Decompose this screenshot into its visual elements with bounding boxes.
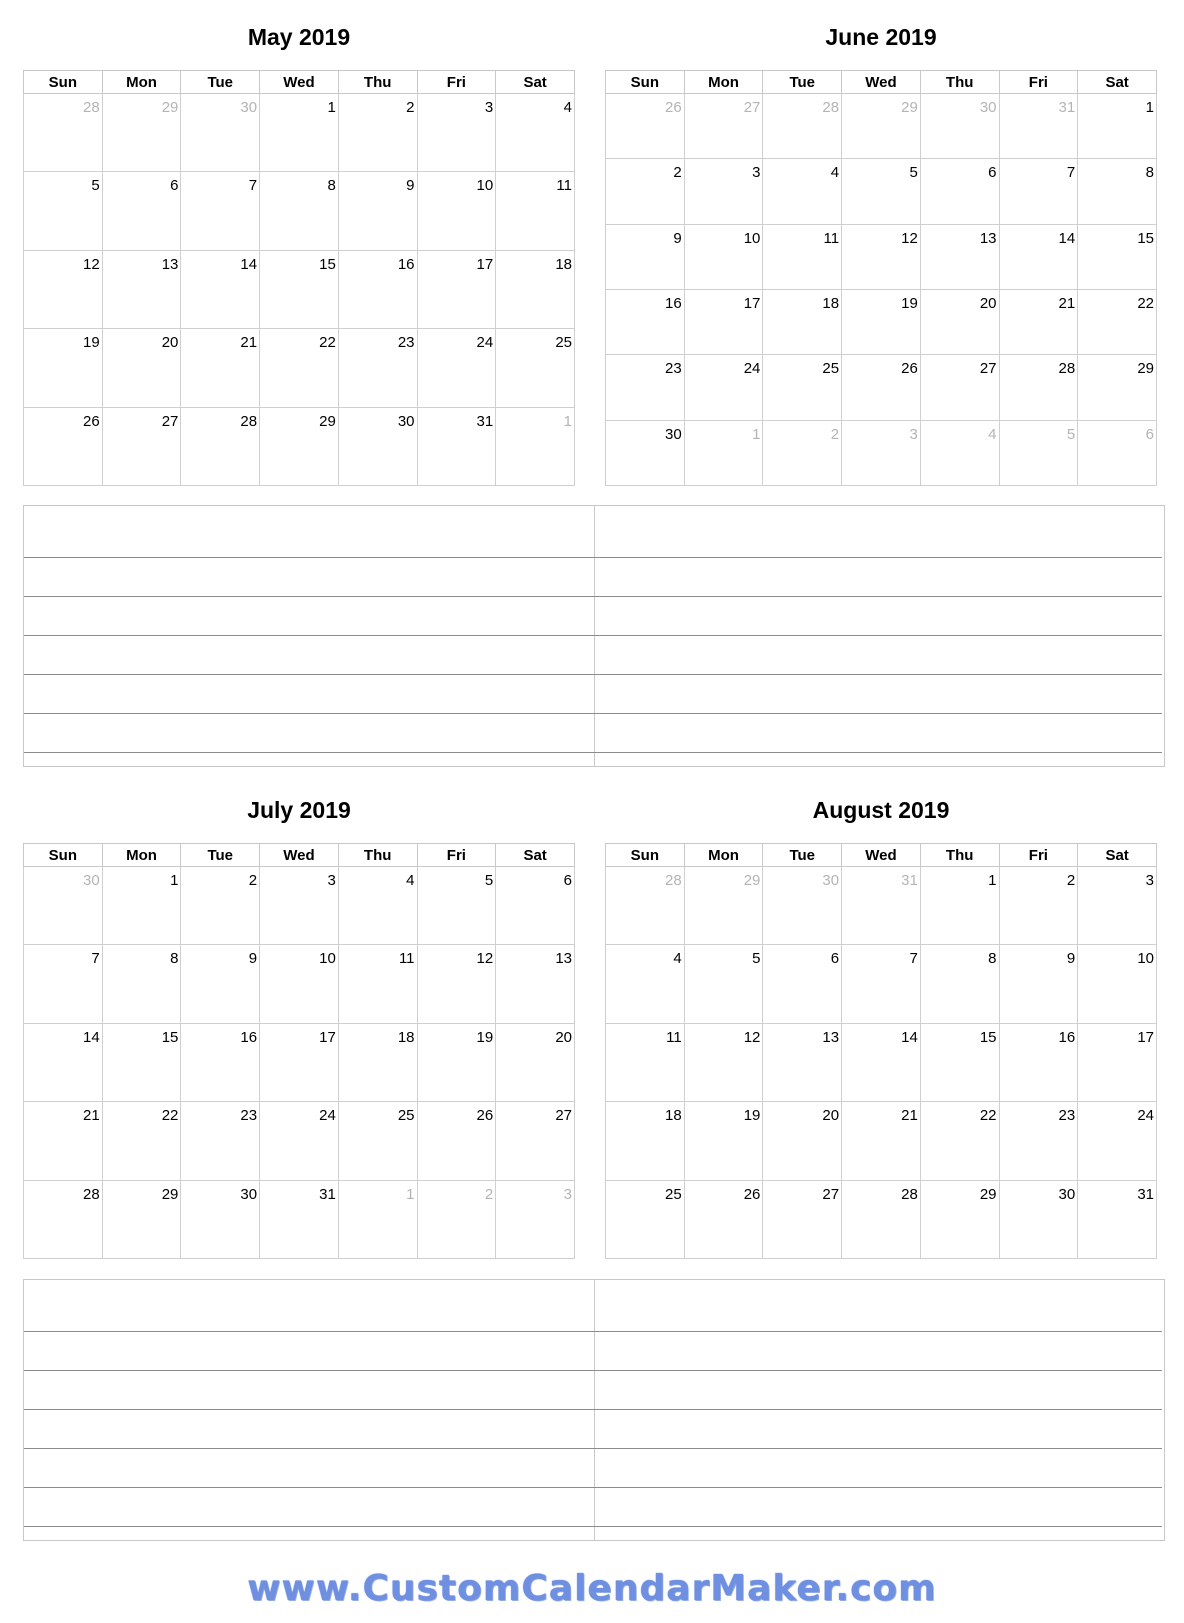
month-title: May 2019 [247,24,351,50]
day-cell: 9 [181,945,260,1023]
week-row [606,1023,1157,1101]
notes-line [24,1448,1162,1449]
weekday-header: Tue [181,71,260,94]
day-cell-outside-month: 31 [842,867,921,945]
day-cell: 21 [999,289,1078,354]
day-cell-outside-month: 3 [496,1180,575,1258]
day-cell: 23 [181,1102,260,1180]
day-cell: 4 [606,945,685,1023]
notes-area [23,505,1165,767]
calendar-grid [23,843,575,1259]
day-cell: 7 [999,159,1078,224]
weekday-header: Mon [684,71,763,94]
day-cell: 18 [606,1102,685,1180]
day-cell: 16 [181,1023,260,1101]
day-cell-outside-month: 31 [999,94,1078,159]
notes-line [24,1370,1162,1371]
day-cell: 31 [417,407,496,485]
day-cell: 22 [1078,289,1157,354]
day-cell: 11 [606,1023,685,1101]
day-cell: 16 [606,289,685,354]
day-cell: 23 [338,329,417,407]
week-row [24,1023,575,1101]
weekday-header: Mon [102,844,181,867]
website-watermark: www.CustomCalendarMaker.com [247,1568,937,1609]
day-cell-outside-month: 1 [496,407,575,485]
day-cell: 18 [496,250,575,328]
day-cell: 19 [842,289,921,354]
day-cell: 26 [842,355,921,420]
weekday-header: Thu [920,844,999,867]
weekday-header: Fri [999,71,1078,94]
day-cell-outside-month: 5 [999,420,1078,485]
week-row [24,329,575,407]
day-cell: 12 [842,224,921,289]
day-cell: 27 [763,1180,842,1258]
notes-divider [594,1280,595,1540]
day-cell: 25 [496,329,575,407]
notes-line [24,1409,1162,1410]
day-cell: 5 [684,945,763,1023]
day-cell: 24 [417,329,496,407]
day-cell-outside-month: 28 [606,867,685,945]
day-cell-outside-month: 30 [920,94,999,159]
day-cell: 7 [842,945,921,1023]
day-cell: 17 [417,250,496,328]
weekday-header: Wed [260,844,339,867]
day-cell: 6 [763,945,842,1023]
weekday-header: Sat [496,844,575,867]
week-row [606,289,1157,354]
weekday-header: Thu [920,71,999,94]
day-cell: 26 [24,407,103,485]
day-cell: 28 [842,1180,921,1258]
weekday-header: Sat [1078,844,1157,867]
day-cell: 30 [606,420,685,485]
day-cell-outside-month: 1 [338,1180,417,1258]
weekday-header: Sun [24,844,103,867]
week-row [606,94,1157,159]
day-cell: 13 [102,250,181,328]
notes-divider [594,506,595,766]
day-cell: 29 [1078,355,1157,420]
day-cell: 3 [260,867,339,945]
day-cell: 5 [24,172,103,250]
day-cell: 17 [1078,1023,1157,1101]
calendar-grid [605,70,1157,486]
week-row [24,407,575,485]
weekday-header: Wed [842,844,921,867]
day-cell-outside-month: 2 [763,420,842,485]
day-cell: 21 [842,1102,921,1180]
week-row [606,867,1157,945]
day-cell: 12 [417,945,496,1023]
day-cell: 7 [181,172,260,250]
day-cell-outside-month: 30 [24,867,103,945]
day-cell-outside-month: 30 [763,867,842,945]
day-cell: 14 [842,1023,921,1101]
notes-line [24,1331,1162,1332]
day-cell: 4 [338,867,417,945]
day-cell: 24 [260,1102,339,1180]
day-cell: 28 [24,1180,103,1258]
day-cell: 4 [496,94,575,172]
day-cell: 11 [763,224,842,289]
weekday-header: Sun [606,844,685,867]
week-row [24,1180,575,1258]
day-cell: 4 [763,159,842,224]
day-cell: 31 [1078,1180,1157,1258]
day-cell: 19 [24,329,103,407]
day-cell: 8 [1078,159,1157,224]
day-cell: 2 [181,867,260,945]
day-cell: 13 [496,945,575,1023]
day-cell-outside-month: 28 [763,94,842,159]
day-cell: 3 [417,94,496,172]
weekday-header: Fri [999,844,1078,867]
day-cell: 2 [606,159,685,224]
day-cell: 22 [102,1102,181,1180]
day-cell: 14 [24,1023,103,1101]
day-cell: 1 [920,867,999,945]
day-cell: 25 [763,355,842,420]
day-cell: 14 [999,224,1078,289]
calendar-grid [23,70,575,486]
day-cell: 23 [606,355,685,420]
week-row [606,224,1157,289]
day-cell: 9 [606,224,685,289]
day-cell-outside-month: 3 [842,420,921,485]
day-cell-outside-month: 6 [1078,420,1157,485]
day-cell: 5 [842,159,921,224]
notes-line [24,1526,1162,1527]
day-cell-outside-month: 29 [842,94,921,159]
day-cell: 28 [999,355,1078,420]
weekday-header: Mon [102,71,181,94]
day-cell: 8 [920,945,999,1023]
day-cell: 19 [417,1023,496,1101]
month-may-2019 [23,0,575,490]
day-cell: 29 [920,1180,999,1258]
weekday-header: Fri [417,71,496,94]
notes-line [24,635,1162,636]
day-cell: 7 [24,945,103,1023]
weekday-header: Sun [606,71,685,94]
day-cell: 15 [920,1023,999,1101]
day-cell: 24 [1078,1102,1157,1180]
day-cell: 31 [260,1180,339,1258]
weekday-header: Sun [24,71,103,94]
day-cell: 8 [260,172,339,250]
week-row [24,172,575,250]
weekday-header: Tue [763,71,842,94]
day-cell: 16 [999,1023,1078,1101]
day-cell: 22 [920,1102,999,1180]
day-cell-outside-month: 29 [684,867,763,945]
notes-line [24,713,1162,714]
day-cell-outside-month: 27 [684,94,763,159]
day-cell: 3 [684,159,763,224]
day-cell: 21 [181,329,260,407]
day-cell: 10 [1078,945,1157,1023]
day-cell: 2 [338,94,417,172]
day-cell: 27 [102,407,181,485]
day-cell: 20 [920,289,999,354]
weekday-header-row [24,71,575,94]
weekday-header: Tue [181,844,260,867]
week-row [24,867,575,945]
day-cell: 6 [102,172,181,250]
weekday-header: Tue [763,844,842,867]
weekday-header-row [606,71,1157,94]
day-cell: 20 [496,1023,575,1101]
month-title: August 2019 [812,797,950,823]
week-row [24,250,575,328]
week-row [606,420,1157,485]
day-cell: 22 [260,329,339,407]
month-august-2019 [605,773,1157,1263]
day-cell-outside-month: 1 [684,420,763,485]
day-cell: 30 [338,407,417,485]
day-cell-outside-month: 30 [181,94,260,172]
weekday-header: Mon [684,844,763,867]
weekday-header: Sat [496,71,575,94]
day-cell: 1 [102,867,181,945]
day-cell: 19 [684,1102,763,1180]
weekday-header: Wed [842,71,921,94]
day-cell: 13 [763,1023,842,1101]
day-cell: 12 [24,250,103,328]
week-row [606,159,1157,224]
day-cell: 5 [417,867,496,945]
weekday-header: Fri [417,844,496,867]
day-cell: 25 [606,1180,685,1258]
day-cell: 27 [496,1102,575,1180]
month-june-2019 [605,0,1157,490]
day-cell-outside-month: 4 [920,420,999,485]
day-cell: 13 [920,224,999,289]
day-cell: 12 [684,1023,763,1101]
day-cell: 18 [763,289,842,354]
notes-line [24,674,1162,675]
calendar-grid [605,843,1157,1259]
day-cell: 10 [417,172,496,250]
day-cell: 29 [260,407,339,485]
week-row [606,945,1157,1023]
day-cell-outside-month: 28 [24,94,103,172]
week-row [606,1102,1157,1180]
weekday-header-row [606,844,1157,867]
day-cell: 21 [24,1102,103,1180]
day-cell: 6 [496,867,575,945]
day-cell: 15 [260,250,339,328]
day-cell: 26 [417,1102,496,1180]
week-row [24,94,575,172]
notes-line [24,596,1162,597]
week-row [606,355,1157,420]
day-cell: 8 [102,945,181,1023]
day-cell: 17 [684,289,763,354]
day-cell-outside-month: 2 [417,1180,496,1258]
day-cell: 17 [260,1023,339,1101]
day-cell: 11 [496,172,575,250]
notes-line [24,1487,1162,1488]
day-cell: 29 [102,1180,181,1258]
day-cell: 3 [1078,867,1157,945]
week-row [606,1180,1157,1258]
notes-line [24,557,1162,558]
day-cell: 28 [181,407,260,485]
day-cell: 20 [102,329,181,407]
weekday-header: Sat [1078,71,1157,94]
month-july-2019 [23,773,575,1263]
day-cell: 24 [684,355,763,420]
day-cell-outside-month: 26 [606,94,685,159]
weekday-header: Thu [338,844,417,867]
day-cell: 2 [999,867,1078,945]
month-title: June 2019 [825,24,937,50]
month-title: July 2019 [247,797,351,823]
day-cell: 9 [338,172,417,250]
day-cell: 30 [181,1180,260,1258]
weekday-header: Thu [338,71,417,94]
day-cell: 11 [338,945,417,1023]
day-cell: 23 [999,1102,1078,1180]
day-cell: 10 [260,945,339,1023]
day-cell: 16 [338,250,417,328]
day-cell: 10 [684,224,763,289]
day-cell: 14 [181,250,260,328]
day-cell: 15 [102,1023,181,1101]
day-cell: 15 [1078,224,1157,289]
day-cell: 27 [920,355,999,420]
day-cell: 18 [338,1023,417,1101]
notes-line [24,752,1162,753]
weekday-header: Wed [260,71,339,94]
day-cell: 30 [999,1180,1078,1258]
notes-area [23,1279,1165,1541]
week-row [24,1102,575,1180]
weekday-header-row [24,844,575,867]
day-cell-outside-month: 29 [102,94,181,172]
day-cell: 20 [763,1102,842,1180]
day-cell: 6 [920,159,999,224]
week-row [24,945,575,1023]
day-cell: 9 [999,945,1078,1023]
day-cell: 1 [260,94,339,172]
day-cell: 1 [1078,94,1157,159]
day-cell: 25 [338,1102,417,1180]
day-cell: 26 [684,1180,763,1258]
